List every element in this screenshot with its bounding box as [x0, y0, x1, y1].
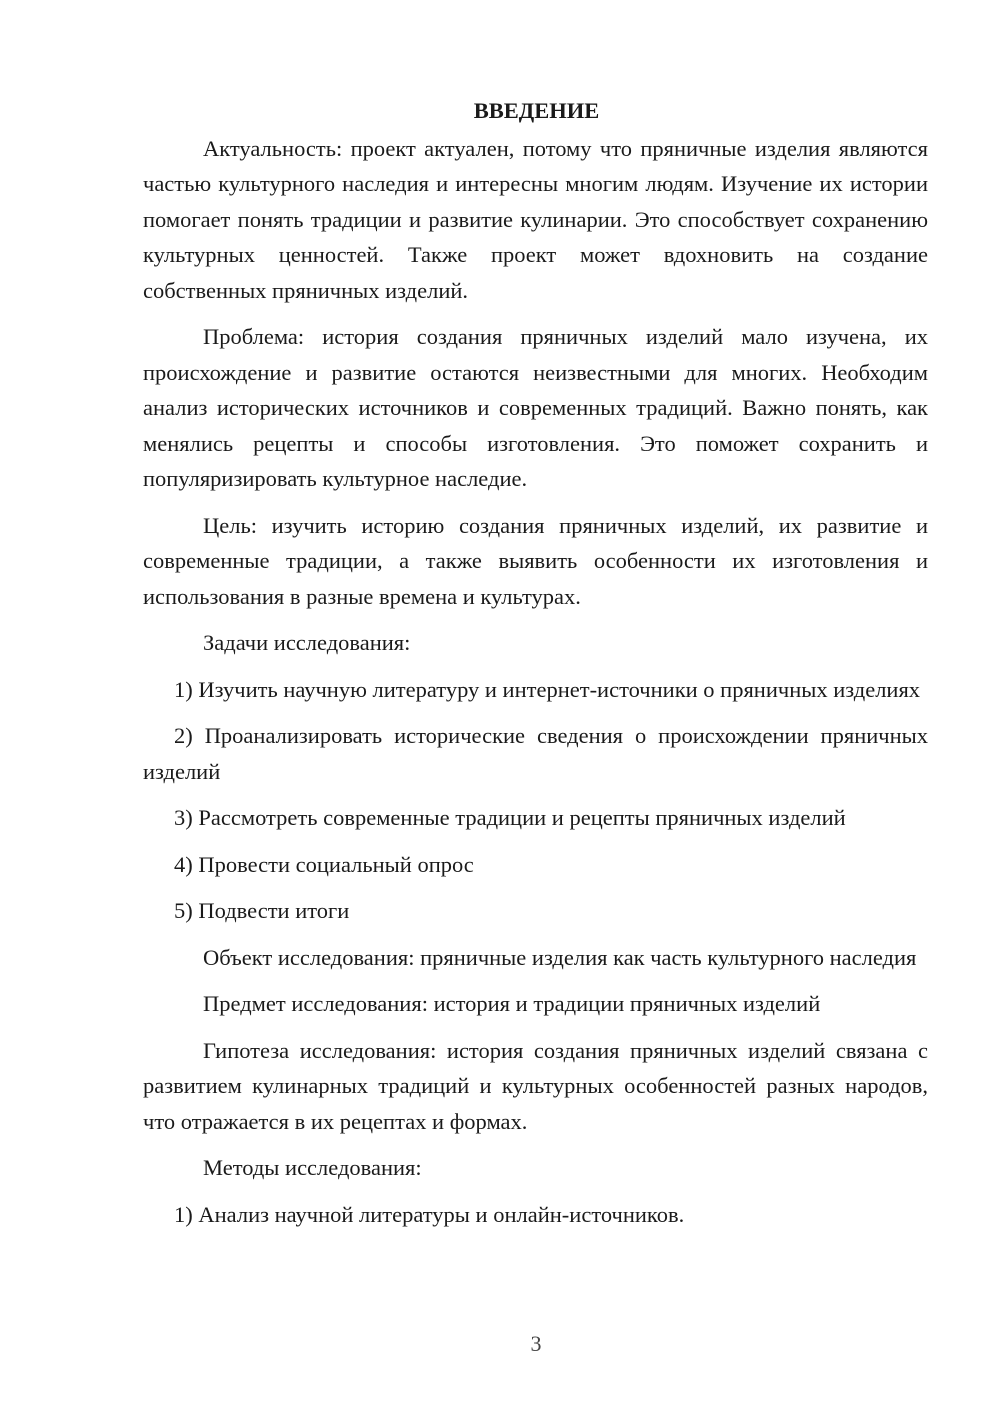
paragraph-subject: Предмет исследования: история и традиции пряничных изделий: [203, 991, 821, 1016]
page-title: ВВЕДЕНИЕ: [473, 98, 600, 123]
page-number: 3: [530, 1331, 542, 1356]
list-item: 3) Рассмотреть современные традиции и рецепты пряничных изделий: [174, 805, 846, 830]
paragraph-tasks-heading: Задачи исследования:: [203, 630, 411, 655]
list-item: 1) Изучить научную литературу и интернет-источники о пряничных изделиях: [174, 676, 921, 702]
document-page: [143, 93, 928, 1243]
list-item: 5) Подвести итоги: [174, 898, 350, 923]
paragraph-object: Объект исследования: пряничные изделия как часть культурного наследия: [203, 944, 917, 970]
paragraph-problem: Проблема: история создания пряничных изделий мало изучена, их происхождение и развитие остаются неизвестными для многих. Необходим анализ исторических источников и современных традиций. Важно понять, как менялись рецепты и способы изготовления. Это поможет сохранить и популяризировать культурное наследие.: [143, 324, 928, 491]
paragraph-hypothesis: Гипотеза исследования: история создания пряничных изделий связана с развитием кулинарных традиций и культурных особенностей разных народов, что отражается в их рецептах и формах.: [143, 1037, 928, 1134]
list-item: 4) Провести социальный опрос: [174, 851, 474, 877]
list-item: 2) Проанализировать исторические сведения о происхождении пряничных изделий: [143, 723, 928, 784]
paragraph-methods-heading: Методы исследования:: [203, 1155, 422, 1180]
list-item: 1) Анализ научной литературы и онлайн-источников.: [174, 1201, 685, 1227]
paragraph-relevance: Актуальность: проект актуален, потому что пряничные изделия являются частью культурного наследия и интересны многим людям. Изучение их истории помогает понять традиции и развитие кулинарии. Это способствует сохранению культурных ценностей. Также проект может вдохновить на создание собственных пряничных изделий.: [143, 135, 928, 303]
paragraph-goal: Цель: изучить историю создания пряничных изделий, их развитие и современные традиции, а также выявить особенности их изготовления и использования в разные времена и культурах.: [143, 512, 928, 609]
